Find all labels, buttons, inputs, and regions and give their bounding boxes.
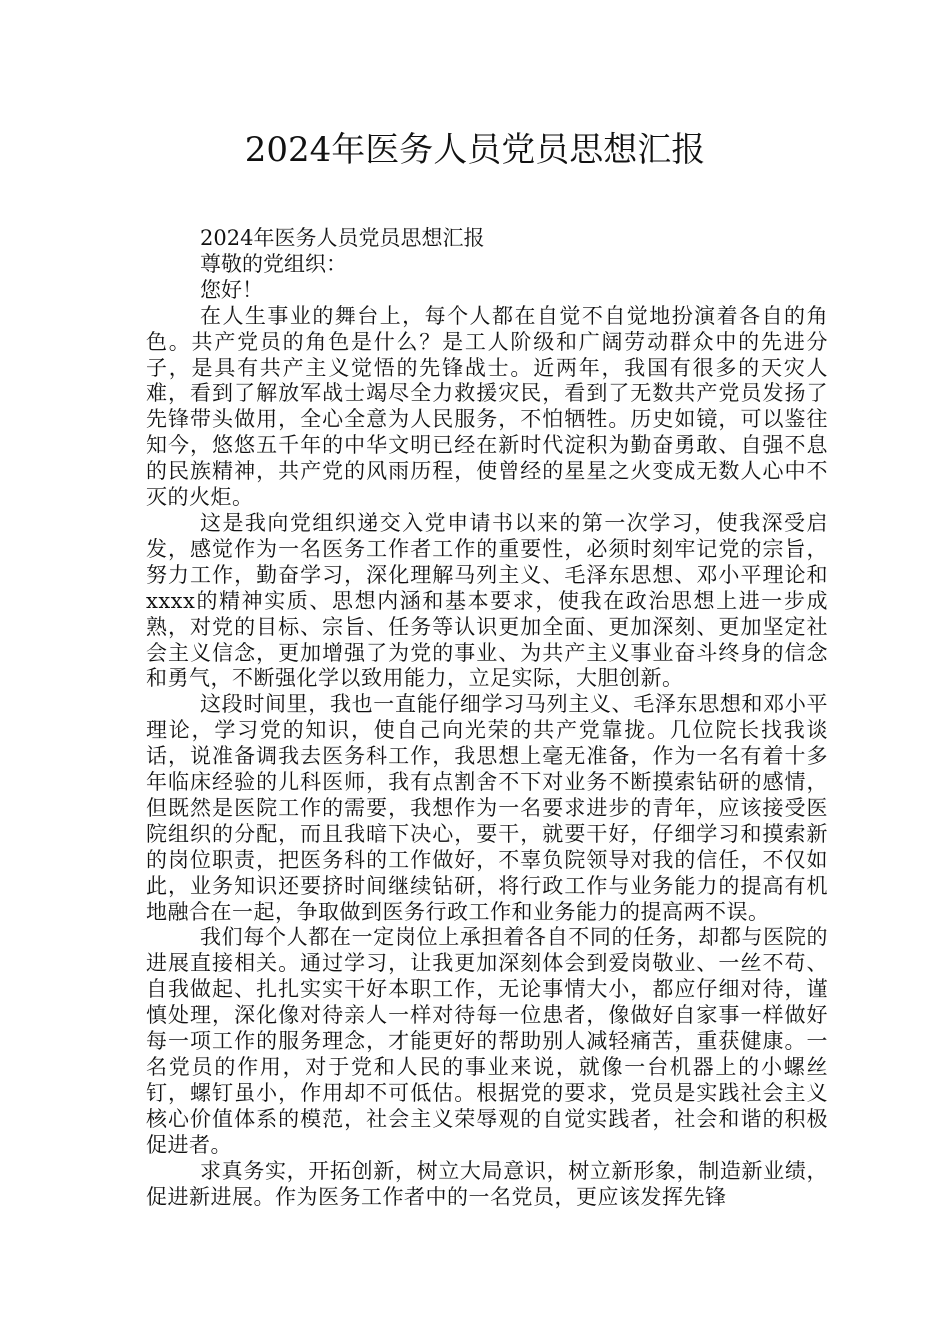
salutation: 尊敬的党组织： bbox=[200, 251, 347, 276]
paragraph: 求真务实，开拓创新，树立大局意识，树立新形象，制造新业绩，促进新进展。作为医务工作者中的一名党员，更应该发挥先锋 bbox=[146, 1158, 828, 1209]
paragraph: 这段时间里，我也一直能仔细学习马列主义、毛泽东思想和邓小平理论，学习党的知识，使自己向光荣的共产党靠拢。几位院长找我谈话，说准备调我去医务科工作，我思想上毫无准备，作为一名有着十多年临床经验的儿科医师，我有点割舍不下对业务不断摸索钻研的感情，但既然是医院工作的需要，我想作为一名要求进步的青年，应该接受医院组织的分配，而且我暗下决心，要干，就要干好，仔细学习和摸索新的岗位职责，把医务科的工作做好，不辜负院领导对我的信任，不仅如此，业务知识还要挤时间继续钻研，将行政工作与业务能力的提高有机地融合在一起，争取做到医务行政工作和业务能力的提高两不误。 bbox=[146, 692, 828, 924]
document-title: 2024年医务人员党员思想汇报 bbox=[244, 130, 706, 170]
document-subtitle: 2024年医务人员党员思想汇报 bbox=[200, 226, 485, 250]
paragraph: 在人生事业的舞台上，每个人都在自觉不自觉地扮演着各自的角色。共产党员的角色是什么？是工人阶级和广阔劳动群众中的先进分子，是具有共产主义觉悟的先锋战士。近两年，我国有很多的天灾人难，看到了解放军战士竭尽全力救援灾民，看到了无数共产党员发扬了先锋带头做用，全心全意为人民服务，不怕牺牲。历史如镜，可以鉴往知今，悠悠五千年的中华文明已经在新时代淀积为勤奋勇敢、自强不息的民族精神，共产党的风雨历程，使曾经的星星之火变成无数人心中不灭的火炬。 bbox=[146, 303, 828, 510]
paragraph: 这是我向党组织递交入党申请书以来的第一次学习，使我深受启发，感觉作为一名医务工作者工作的重要性，必须时刻牢记党的宗旨，努力工作，勤奋学习，深化理解马列主义、毛泽东思想、邓小平理论和xxxx的精神实质、思想内涵和基本要求，使我在政治思想上进一步成熟，对党的目标、宗旨、任务等认识更加全面、更加深刻、更加坚定社会主义信念，更加增强了为党的事业、为共产主义事业奋斗终身的信念和勇气，不断强化学以致用能力，立足实际，大胆创新。 bbox=[146, 510, 828, 691]
greeting: 您好！ bbox=[200, 277, 263, 302]
document-body bbox=[146, 226, 828, 1210]
paragraph: 我们每个人都在一定岗位上承担着各自不同的任务，却都与医院的进展直接相关。通过学习，让我更加深刻体会到爱岗敬业、一丝不苟、自我做起、扎扎实实干好本职工作，无论事情大小，都应仔细对待，谨慎处理，深化像对待亲人一样对待每一位患者，像做好自家事一样做好每一项工作的服务理念，才能更好的帮助别人减轻痛苦，重获健康。一名党员的作用，对于党和人民的事业来说，就像一台机器上的小螺丝钉，螺钉虽小，作用却不可低估。根据党的要求，党员是实践社会主义核心价值体系的模范，社会主义荣辱观的自觉实践者，社会和谐的积极促进者。 bbox=[146, 925, 828, 1157]
